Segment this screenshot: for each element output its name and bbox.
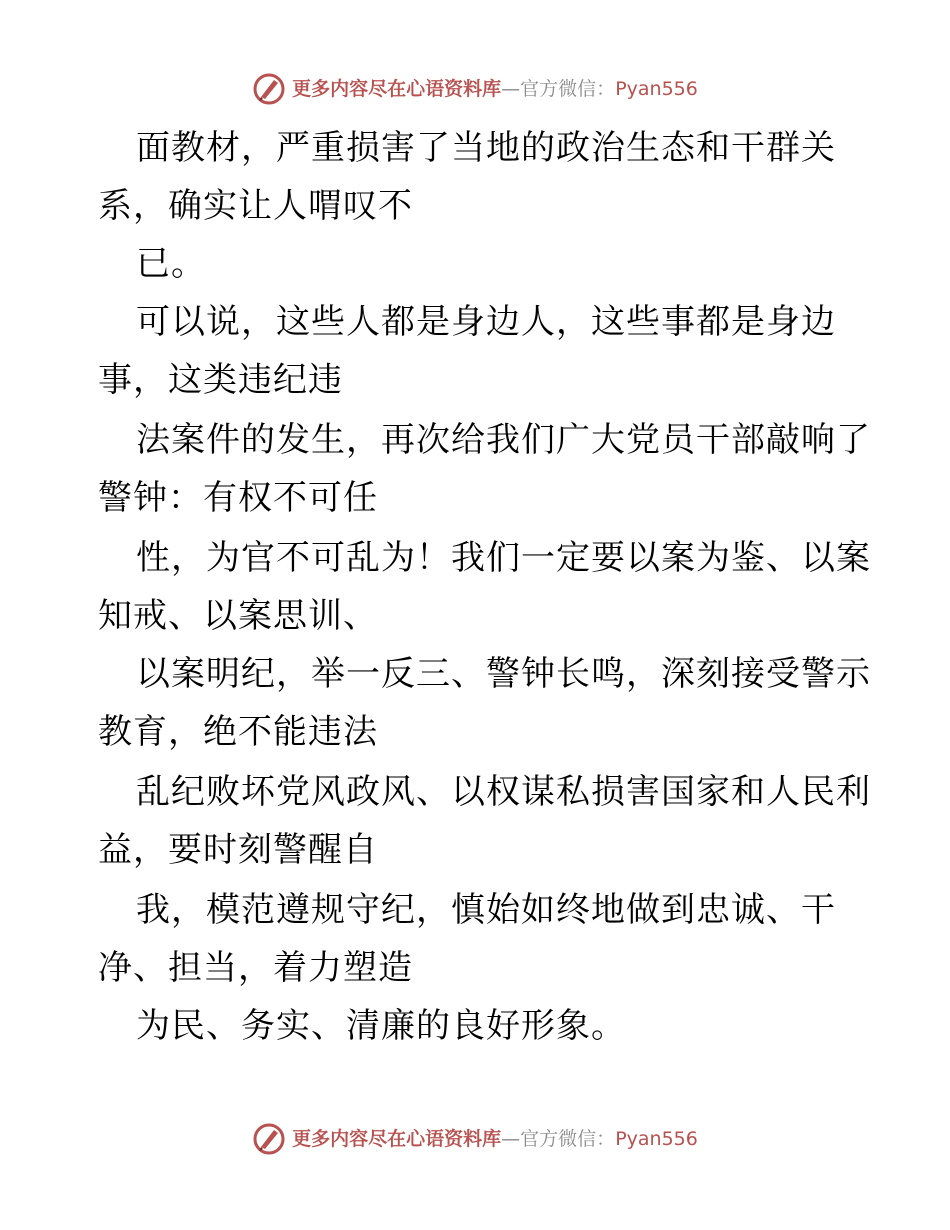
body-line: 益，要时刻警醒自 (98, 830, 378, 870)
footer-promo-text: 更多内容尽在心语资料库 (292, 1128, 502, 1150)
footer-wechat-label: 官方微信： (520, 1128, 616, 1150)
header-dash: — (501, 78, 521, 100)
body-line: 知戒、以案思训、 (98, 596, 378, 636)
body-line: 已。 (136, 244, 206, 284)
header-wechat-id: Pyan556 (615, 78, 698, 100)
body-line: 性，为官不可乱为！我们一定要以案为鉴、以案 (136, 538, 871, 578)
body-line: 系，确实让人喟叹不 (98, 186, 413, 226)
body-line: 警钟：有权不可任 (98, 478, 378, 518)
body-line: 乱纪败坏党风政风、以权谋私损害国家和人民利 (136, 772, 871, 812)
body-line: 净、担当，着力塑造 (98, 948, 413, 988)
header-promo-text: 更多内容尽在心语资料库 (292, 78, 502, 100)
header-wechat-label: 官方微信： (520, 78, 616, 100)
body-line: 事，这类违纪违 (98, 360, 343, 400)
footer-dash: — (501, 1128, 521, 1150)
footer-banner (0, 1122, 950, 1156)
body-line: 面教材，严重损害了当地的政治生态和干群关 (136, 128, 836, 168)
body-line: 教育，绝不能违法 (98, 712, 378, 752)
body-line: 我，模范遵规守纪，慎始如终地做到忠诚、干 (136, 890, 836, 930)
body-line: 为民、务实、清廉的良好形象。 (136, 1006, 626, 1046)
body-line: 法案件的发生，再次给我们广大党员干部敲响了 (136, 420, 871, 460)
body-line: 以案明纪，举一反三、警钟长鸣，深刻接受警示 (136, 654, 871, 694)
body-line: 可以说，这些人都是身边人，这些事都是身边 (136, 302, 836, 342)
pen-logo-icon (252, 72, 286, 106)
footer-wechat-id: Pyan556 (615, 1128, 698, 1150)
header-banner (0, 72, 950, 106)
pen-logo-icon (252, 1122, 286, 1156)
